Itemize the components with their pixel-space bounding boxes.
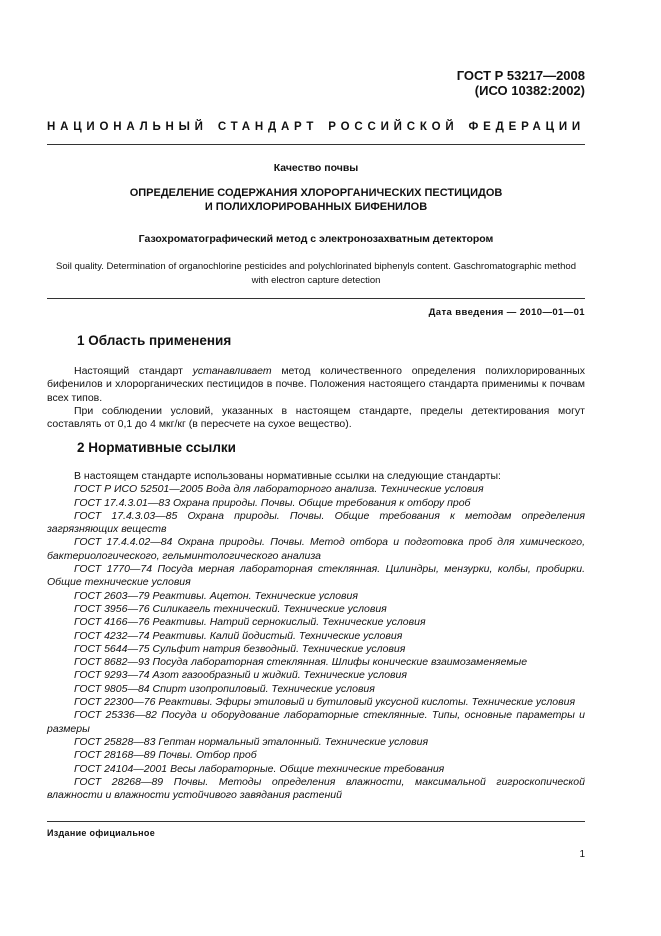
national-standard-banner: НАЦИОНАЛЬНЫЙ СТАНДАРТ РОССИЙСКОЙ ФЕДЕРАЦИИ [47,121,585,133]
title-method: Газохроматографический метод с электронозахватным детектором [138,233,494,245]
section-2-body [47,470,585,802]
date-of-introduction: Дата введения — 2010—01—01 [428,307,585,318]
reference-item: ГОСТ 9293—74 Азот газообразный и жидкий. Технические условия [74,669,407,682]
divider-footer [47,821,585,822]
section-1-paragraph-1: Настоящий стандарт устанавливает метод количественного определения полихлорированных бифенилов и хлорорганических пестицидов в почве. Положения настоящего стандарта применимы к почвам всех типов. [47,365,585,404]
gost-number: ГОСТ Р 53217—2008 [456,68,585,83]
section-1-heading: 1 Область применения [77,333,232,348]
section-1-paragraph-2: При соблюдении условий, указанных в настоящем стандарте, пределы детектирования могут составлять от 0,1 до 4 мкг/кг (в пересчете на сухое вещество). [47,404,585,431]
reference-item: ГОСТ 5644—75 Сульфит натрия безводный. Технические условия [74,642,406,655]
title-main-line1: ОПРЕДЕЛЕНИЕ СОДЕРЖАНИЯ ХЛОРОРГАНИЧЕСКИХ ПЕСТИЦИДОВ [129,187,503,199]
reference-item: ГОСТ 17.4.3.01—83 Охрана природы. Почвы. Общие требования к отбору проб [74,496,471,509]
title-english: Soil quality. Determination of organochlorine pesticides and polychlorinated biphenyls content. Gaschromatographic method with electron capture detection [56,261,576,286]
reference-item: ГОСТ 3956—76 Силикагель технический. Технические условия [74,602,387,615]
reference-item: ГОСТ 28168—89 Почвы. Отбор проб [74,749,257,762]
reference-item: ГОСТ 28268—89 Почвы. Методы определения влажности, максимальной гигроскопической влажности и влажности устойчивого завядания растений [47,775,585,802]
reference-item: ГОСТ Р ИСО 52501—2005 Вода для лабораторного анализа. Технические условия [74,483,484,496]
reference-item: ГОСТ 4166—76 Реактивы. Натрий сернокислый. Технические условия [74,616,426,629]
title-category: Качество почвы [273,162,359,174]
reference-item: ГОСТ 24104—2001 Весы лабораторные. Общие технические требования [74,762,445,775]
divider-top [47,144,585,145]
title-main [47,186,585,214]
reference-item: ГОСТ 1770—74 Посуда мерная лабораторная стеклянная. Цилиндры, мензурки, колбы, пробирки. Общие технические условия [47,563,585,589]
reference-item: ГОСТ 9805—84 Спирт изопропиловый. Технические условия [74,682,375,695]
section-2-intro: В настоящем стандарте использованы нормативные ссылки на следующие стандарты: [74,470,501,482]
divider-date [47,298,585,299]
title-main-line2: И ПОЛИХЛОРИРОВАННЫХ БИФЕНИЛОВ [204,201,428,213]
reference-item: ГОСТ 8682—93 Посуда лабораторная стеклянная. Шлифы конические взаимозаменяемые [74,656,528,669]
page-number: 1 [579,849,585,860]
reference-item: ГОСТ 17.4.4.02—84 Охрана природы. Почвы. Метод отбора и подготовка проб для химического, бактериологического, гельминтологического анализа [47,536,585,562]
reference-item: ГОСТ 22300—76 Реактивы. Эфиры этиловый и бутиловый уксусной кислоты. Технические условия [74,696,576,709]
iso-number: (ИСО 10382:2002) [474,83,585,98]
reference-item: ГОСТ 17.4.3.03—85 Охрана природы. Почвы. Общие требования к методам определения загрязняющих веществ [47,509,585,536]
reference-item: ГОСТ 25336—82 Посуда и оборудование лабораторные стеклянные. Типы, основные параметры и размеры [47,709,585,735]
section-1-body [47,365,585,431]
reference-item: ГОСТ 25828—83 Гептан нормальный эталонный. Технические условия [74,735,429,748]
section-2-heading: 2 Нормативные ссылки [77,440,236,455]
reference-item: ГОСТ 2603—79 Реактивы. Ацетон. Технические условия [74,589,358,602]
standard-designation [457,68,585,98]
reference-item: ГОСТ 4232—74 Реактивы. Калий йодистый. Технические условия [74,629,403,642]
official-edition-label: Издание официальное [47,828,156,838]
